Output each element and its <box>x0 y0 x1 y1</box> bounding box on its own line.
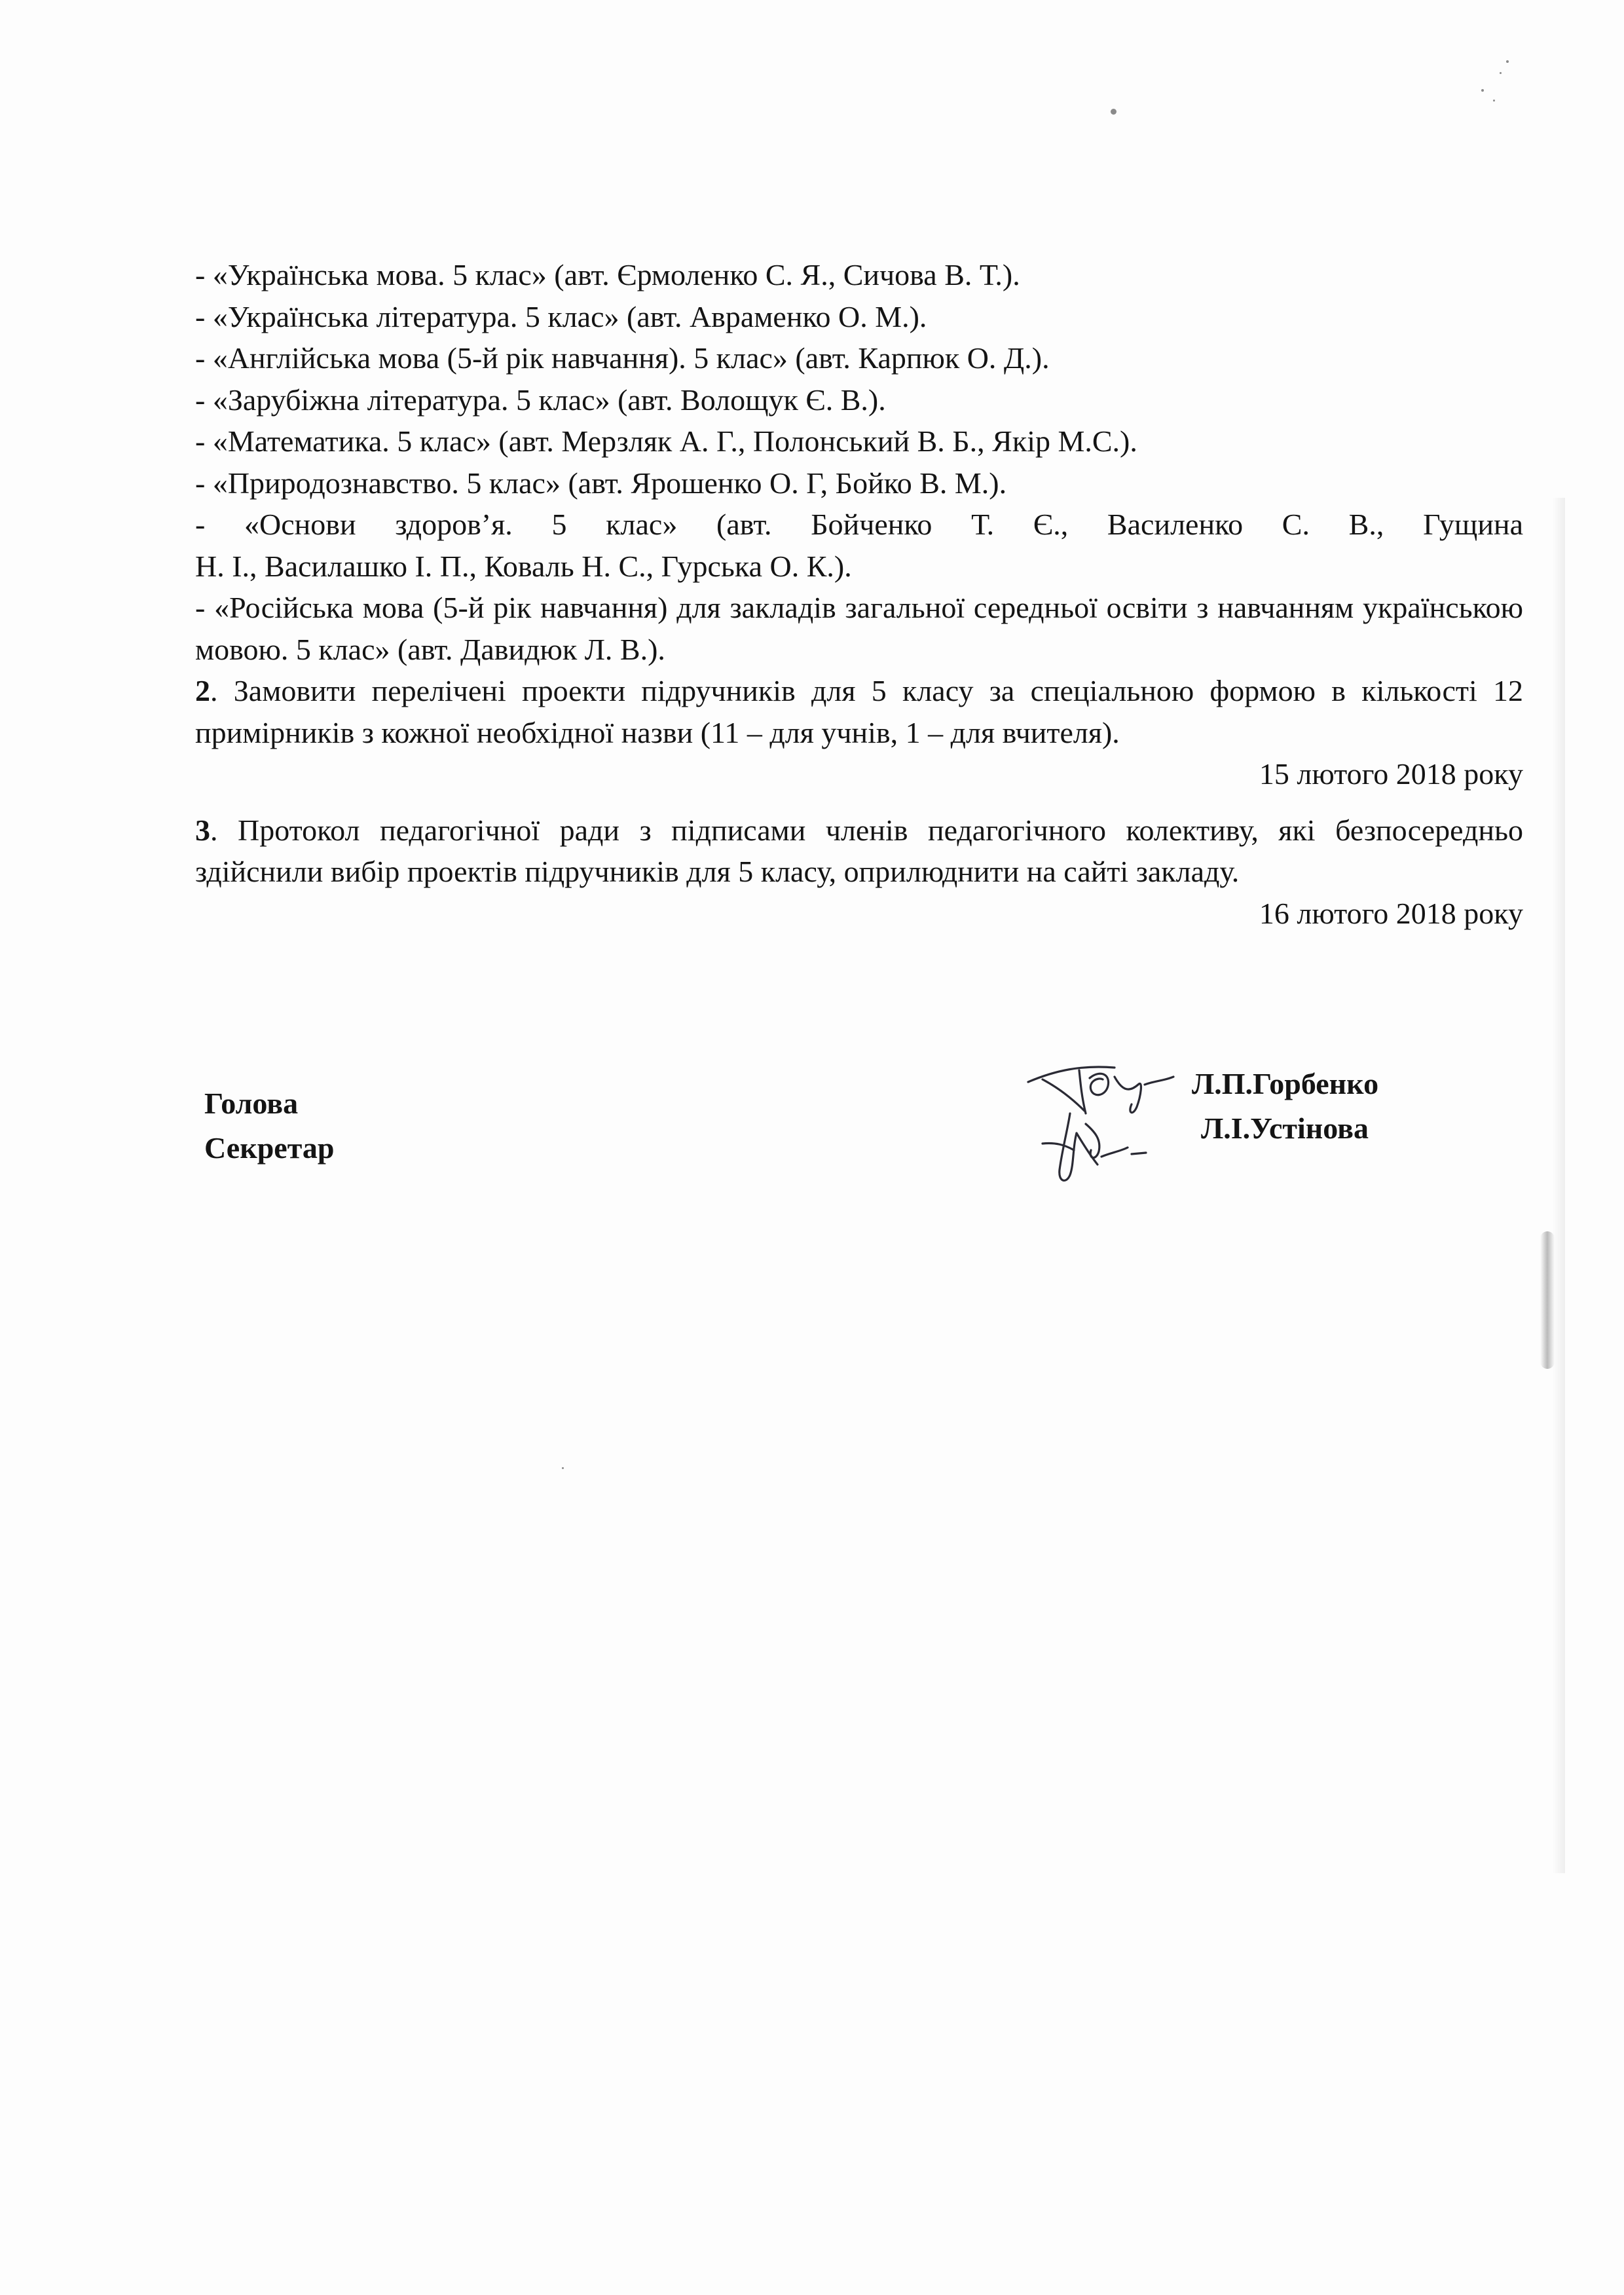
textbook-list-item: - «Математика. 5 клас» (авт. Мерзляк А. Г., Полонський В. Б., Якір М.С.). <box>195 424 1137 458</box>
scan-speck <box>1500 72 1502 74</box>
chair-name: Л.П.Горбенко <box>1192 1067 1379 1100</box>
document-body <box>195 254 1523 934</box>
textbook-list-item: - «Українська мова. 5 клас» (авт. Єрмоленко С. Я., Сичова В. Т.). <box>195 258 1020 291</box>
textbook-list-item: - «Зарубіжна література. 5 клас» (авт. Волощук Є. В.). <box>195 382 886 417</box>
textbook-list-item-health-line1: - «Основи здоров’я. 5 клас» (авт. Бойченко Т. Є., Василенко С. В., Гущина <box>195 508 1523 541</box>
secretary-name: Л.І.Устінова <box>1201 1111 1369 1145</box>
scan-speck <box>1506 60 1509 63</box>
scan-speck <box>1111 109 1116 115</box>
secretary-signature <box>1036 1104 1180 1189</box>
point-3-number: 3 <box>195 813 210 847</box>
point-3-paragraph <box>195 810 1523 893</box>
textbook-list-item: - «Природознавство. 5 клас» (авт. Ярошенко О. Г, Бойко В. М.). <box>195 466 1007 500</box>
textbook-list-item: - «Українська література. 5 клас» (авт. Авраменко О. М.). <box>195 299 927 333</box>
point-2-paragraph <box>195 670 1523 753</box>
scan-speck <box>562 1467 564 1469</box>
scan-edge-shadow <box>1552 498 1565 1873</box>
point-2-text: . Замовити перелічені проекти підручників для 5 класу за спеціальною формою в кількості 12 примірників з кожної необхідної назви (11 – для учнів, 1 – для вчителя). <box>195 674 1523 749</box>
textbook-list-item: - «Англійська мова (5-й рік навчання). 5 клас» (авт. Карпюк О. Д.). <box>195 341 1050 375</box>
scan-smudge <box>1540 1231 1555 1369</box>
textbook-list-item-health-line2: Н. І., Василашко І. П., Коваль Н. С., Гурська О. К.). <box>195 549 852 583</box>
point-2-date: 15 лютого 2018 року <box>1259 757 1523 791</box>
scan-speck <box>1481 89 1484 92</box>
paragraph-spacer <box>195 795 1523 810</box>
textbook-list-item-russian: - «Російська мова (5-й рік навчання) для закладів загальної середньої освіти з навчанням українською мовою. 5 клас» (авт. Давидюк Л. В.). <box>195 591 1523 666</box>
point-3-date: 16 лютого 2018 року <box>1259 896 1523 930</box>
point-3-text: . Протокол педагогічної ради з підписами членів педагогічного колективу, які безпосередньо здійснили вибір проектів підручників для 5 класу, оприлюднити на сайті закладу. <box>195 813 1523 888</box>
point-2-number: 2 <box>195 674 210 707</box>
chair-role: Голова <box>204 1087 299 1120</box>
secretary-role: Секретар <box>204 1131 335 1165</box>
signature-block <box>204 1066 1514 1197</box>
scan-speck <box>1493 100 1495 102</box>
